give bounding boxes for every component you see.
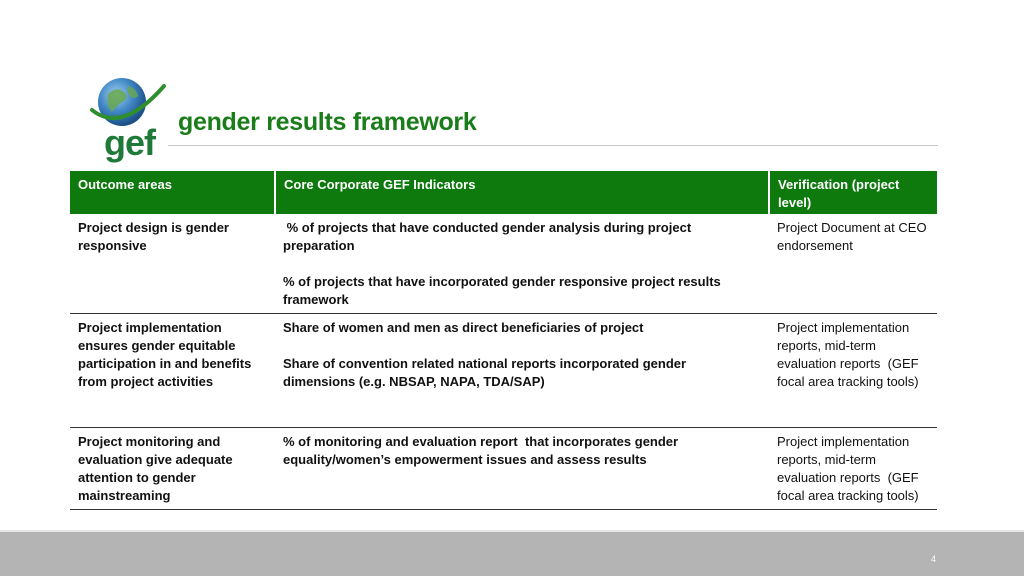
- header-core-indicators: Core Corporate GEF Indicators: [275, 171, 769, 214]
- outcome-cell: Project implementation ensures gender equitable participation in and benefits from project activities: [70, 314, 275, 428]
- indicator-text: % of projects that have incorporated gender responsive project results framework: [283, 274, 721, 307]
- indicator-text: % of monitoring and evaluation report that incorporates gender equality/women’s empowerment issues and assess results: [283, 434, 682, 467]
- header-outcome-areas: Outcome areas: [70, 171, 275, 214]
- indicators-cell: [275, 214, 769, 314]
- gender-results-table: [70, 171, 937, 510]
- footer-bar: [0, 532, 1024, 576]
- gef-logo: [88, 72, 168, 167]
- indicator-text: Share of women and men as direct beneficiaries of project: [283, 320, 644, 335]
- indicator-text: Share of convention related national reports incorporated gender dimensions (e.g. NBSAP, NAPA, TDA/SAP): [283, 356, 687, 389]
- table-row: [70, 314, 937, 428]
- verification-cell: Project Document at CEO endorsement: [769, 214, 937, 314]
- table-row: [70, 214, 937, 314]
- logo-text: gef: [104, 122, 155, 163]
- indicators-cell: [275, 314, 769, 428]
- table-row: [70, 428, 937, 510]
- verification-cell: Project implementation reports, mid-term evaluation reports (GEF focal area tracking tools): [769, 314, 937, 428]
- page-title: gender results framework: [178, 108, 477, 136]
- verification-cell: Project implementation reports, mid-term evaluation reports (GEF focal area tracking tools): [769, 428, 937, 510]
- spacer: [283, 337, 761, 355]
- title-divider: [168, 145, 938, 146]
- outcome-cell: Project design is gender responsive: [70, 214, 275, 314]
- spacer: [283, 255, 761, 273]
- header-verification: Verification (project level): [769, 171, 937, 214]
- indicator-text: % of projects that have conducted gender analysis during project preparation: [283, 220, 695, 253]
- page-number: 4: [930, 554, 936, 564]
- outcome-cell: Project monitoring and evaluation give adequate attention to gender mainstreaming: [70, 428, 275, 510]
- indicators-cell: [275, 428, 769, 510]
- table-header-row: [70, 171, 937, 214]
